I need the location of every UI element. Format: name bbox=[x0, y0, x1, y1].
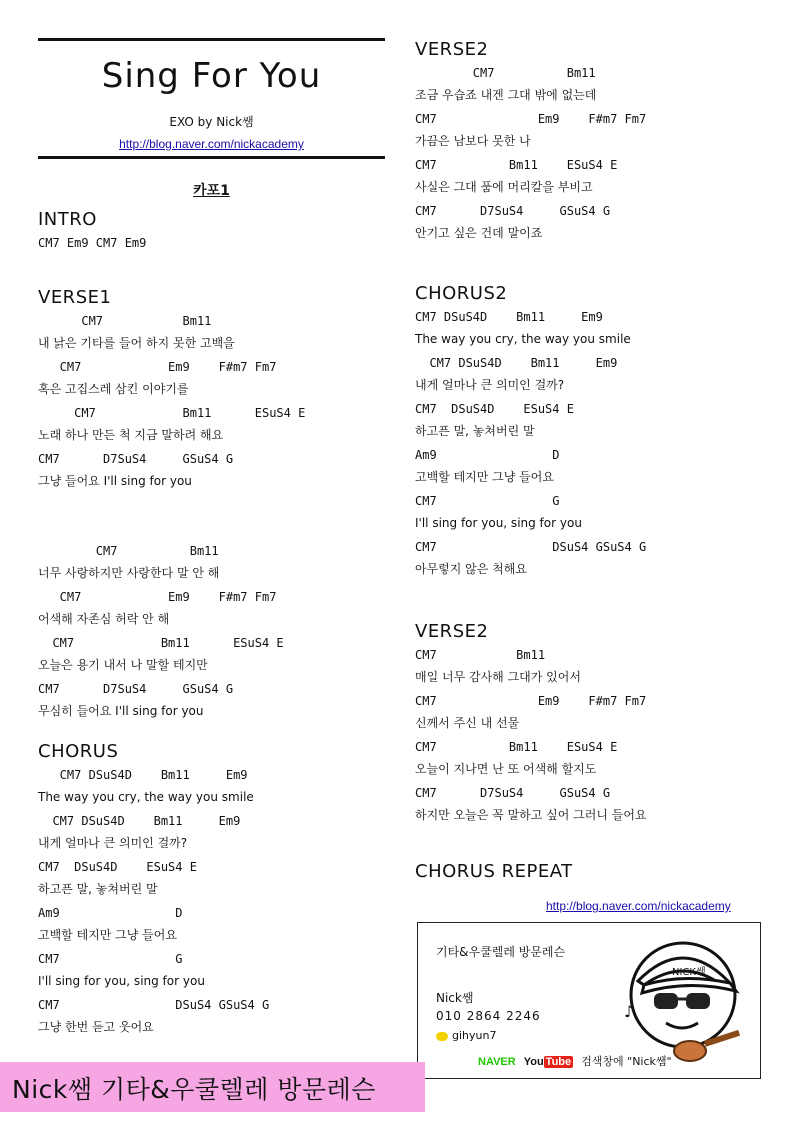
chord-line: CM7 D7SuS4 GSuS4 G bbox=[415, 204, 611, 218]
chorus2-section bbox=[415, 282, 646, 582]
ukulele-icon bbox=[674, 1041, 706, 1061]
lyric-line: I'll sing for you, sing for you bbox=[415, 516, 582, 530]
youtube-logo-tube: Tube bbox=[545, 1056, 572, 1068]
lyric-line: 하고픈 말, 놓쳐버린 말 bbox=[38, 882, 158, 896]
lesson-card bbox=[417, 922, 761, 1079]
chord-line: CM7 Bm11 bbox=[38, 544, 219, 558]
kakao-id: gihyun7 bbox=[452, 1029, 497, 1042]
cap-text: NICK쌤 bbox=[672, 967, 706, 978]
lyric-line: 가끔은 남보다 못한 나 bbox=[415, 134, 531, 148]
chord-line: CM7 D7SuS4 GSuS4 G bbox=[415, 786, 611, 800]
kakao-icon bbox=[436, 1032, 448, 1041]
spacer bbox=[38, 494, 305, 516]
intro-section bbox=[38, 208, 146, 256]
card-kakao bbox=[436, 1029, 496, 1042]
lyric-line: 노래 하나 만든 척 지금 말하려 해요 bbox=[38, 428, 224, 442]
verse2-section bbox=[415, 38, 646, 246]
chord-line: CM7 Bm11 ESuS4 E bbox=[415, 740, 618, 754]
section-title: CHORUS REPEAT bbox=[415, 861, 573, 882]
chord-line: CM7 Em9 CM7 Em9 bbox=[38, 236, 147, 250]
chord-line: CM7 Bm11 bbox=[415, 66, 596, 80]
chord-line: CM7 DSuS4D ESuS4 E bbox=[38, 860, 197, 874]
lyric-line: 하고픈 말, 놓쳐버린 말 bbox=[415, 424, 535, 438]
music-note-icon: ♪ bbox=[624, 1002, 635, 1021]
section-title: CHORUS bbox=[38, 741, 119, 762]
avatar-illustration bbox=[618, 935, 748, 1067]
chord-line: CM7 Bm11 bbox=[38, 314, 212, 328]
section-title: CHORUS2 bbox=[415, 283, 508, 304]
sunglasses-right-icon bbox=[686, 993, 710, 1009]
chord-line: CM7 G bbox=[415, 494, 560, 508]
chord-line: CM7 DSuS4 GSuS4 G bbox=[38, 998, 270, 1012]
lyric-line: 오늘은 용기 내서 나 말할 테지만 bbox=[38, 658, 208, 672]
chord-line: Am9 D bbox=[38, 906, 183, 920]
chord-line: CM7 Bm11 ESuS4 E bbox=[415, 158, 618, 172]
lyric-line: 오늘이 지나면 난 또 어색해 할지도 bbox=[415, 762, 597, 776]
chord-line: CM7 DSuS4D Bm11 Em9 bbox=[38, 768, 248, 782]
chord-line: CM7 D7SuS4 GSuS4 G bbox=[38, 452, 234, 466]
chorus-section bbox=[38, 740, 269, 1040]
chord-line: CM7 Em9 F#m7 Fm7 bbox=[415, 112, 647, 126]
lyric-line: 고백할 테지만 그냥 들어요 bbox=[38, 928, 177, 942]
lyric-line: 매일 너무 감사해 그대가 있어서 bbox=[415, 670, 581, 684]
chord-line: CM7 DSuS4D Bm11 Em9 bbox=[415, 356, 618, 370]
lyric-line: I'll sing for you, sing for you bbox=[38, 974, 205, 988]
chord-line: CM7 Bm11 bbox=[415, 648, 546, 662]
lyric-line: 어색해 자존심 허락 안 해 bbox=[38, 612, 170, 626]
lyric-line: 내게 얼마나 큰 의미인 걸까? bbox=[38, 836, 188, 850]
lyric-line: 신께서 주신 내 선물 bbox=[415, 716, 520, 730]
lyric-line: 무심히 들어요 I'll sing for you bbox=[38, 704, 204, 718]
verse1-section bbox=[38, 286, 305, 724]
chord-line: CM7 Em9 F#m7 Fm7 bbox=[415, 694, 647, 708]
chord-line: CM7 DSuS4 GSuS4 G bbox=[415, 540, 647, 554]
song-title: Sing For You bbox=[101, 56, 322, 96]
verse2b-section bbox=[415, 620, 647, 828]
card-phone: 010 2864 2246 bbox=[436, 1009, 541, 1023]
blog-link[interactable]: http://blog.naver.com/nickacademy bbox=[546, 899, 731, 913]
blog-link[interactable]: http://blog.naver.com/nickacademy bbox=[119, 137, 304, 151]
chord-line: CM7 Bm11 ESuS4 E bbox=[38, 636, 284, 650]
chord-line: CM7 Em9 F#m7 Fm7 bbox=[38, 590, 277, 604]
section-title: INTRO bbox=[38, 209, 97, 230]
chord-line: CM7 DSuS4D ESuS4 E bbox=[415, 402, 574, 416]
capo-label: 카포1 bbox=[193, 183, 230, 199]
chorus-repeat-section bbox=[415, 860, 573, 884]
lyric-line: The way you cry, the way you smile bbox=[38, 790, 254, 804]
lyric-line: 하지만 오늘은 꼭 말하고 싶어 그러니 들어요 bbox=[415, 808, 647, 822]
lyric-line: The way you cry, the way you smile bbox=[415, 332, 631, 346]
search-hint: 검색창에 "Nick쌤" bbox=[581, 1055, 672, 1068]
naver-logo: NAVER bbox=[478, 1056, 516, 1068]
artist-credit: EXO by Nick쌤 bbox=[169, 115, 254, 129]
chord-line: Am9 D bbox=[415, 448, 560, 462]
lyric-line: 그냥 한번 듣고 웃어요 bbox=[38, 1020, 154, 1034]
header-bottom-rule bbox=[38, 156, 385, 159]
promo-banner bbox=[0, 1062, 425, 1112]
lyric-line: 너무 사랑하지만 사랑한다 말 안 해 bbox=[38, 566, 220, 580]
lyric-line: 혹은 고집스레 삼킨 이야기를 bbox=[38, 382, 189, 396]
lyric-line: 사실은 그대 품에 머리칼을 부비고 bbox=[415, 180, 593, 194]
lyric-line: 안기고 싶은 건데 말이죠 bbox=[415, 226, 543, 240]
chord-line: CM7 DSuS4D Bm11 Em9 bbox=[38, 814, 241, 828]
lyric-line: 내게 얼마나 큰 의미인 걸까? bbox=[415, 378, 565, 392]
lyric-line: 내 낡은 기타를 들어 하지 못한 고백을 bbox=[38, 336, 235, 350]
section-title: VERSE2 bbox=[415, 621, 489, 642]
card-title: 기타&우쿨렐레 방문레슨 bbox=[436, 945, 566, 959]
header-top-rule bbox=[38, 38, 385, 41]
chord-line: CM7 Em9 F#m7 Fm7 bbox=[38, 360, 277, 374]
banner-text: Nick쌤 기타&우쿨렐레 방문레슨 bbox=[12, 1075, 376, 1104]
spacer bbox=[38, 516, 305, 540]
lyric-line: 고백할 테지만 그냥 들어요 bbox=[415, 470, 554, 484]
chord-line: CM7 DSuS4D Bm11 Em9 bbox=[415, 310, 603, 324]
section-title: VERSE1 bbox=[38, 287, 112, 308]
section-title: VERSE2 bbox=[415, 39, 489, 60]
chord-line: CM7 Bm11 ESuS4 E bbox=[38, 406, 306, 420]
card-name: Nick쌤 bbox=[436, 991, 474, 1005]
sunglasses-left-icon bbox=[654, 993, 678, 1009]
lyric-line: 아무렇지 않은 척해요 bbox=[415, 562, 527, 576]
chord-line: CM7 G bbox=[38, 952, 183, 966]
chord-line: CM7 D7SuS4 GSuS4 G bbox=[38, 682, 234, 696]
lyric-line: 그냥 들어요 I'll sing for you bbox=[38, 474, 192, 488]
lyric-line: 조금 우습죠 내겐 그대 밖에 없는데 bbox=[415, 88, 597, 102]
youtube-logo-you: You bbox=[523, 1056, 544, 1068]
